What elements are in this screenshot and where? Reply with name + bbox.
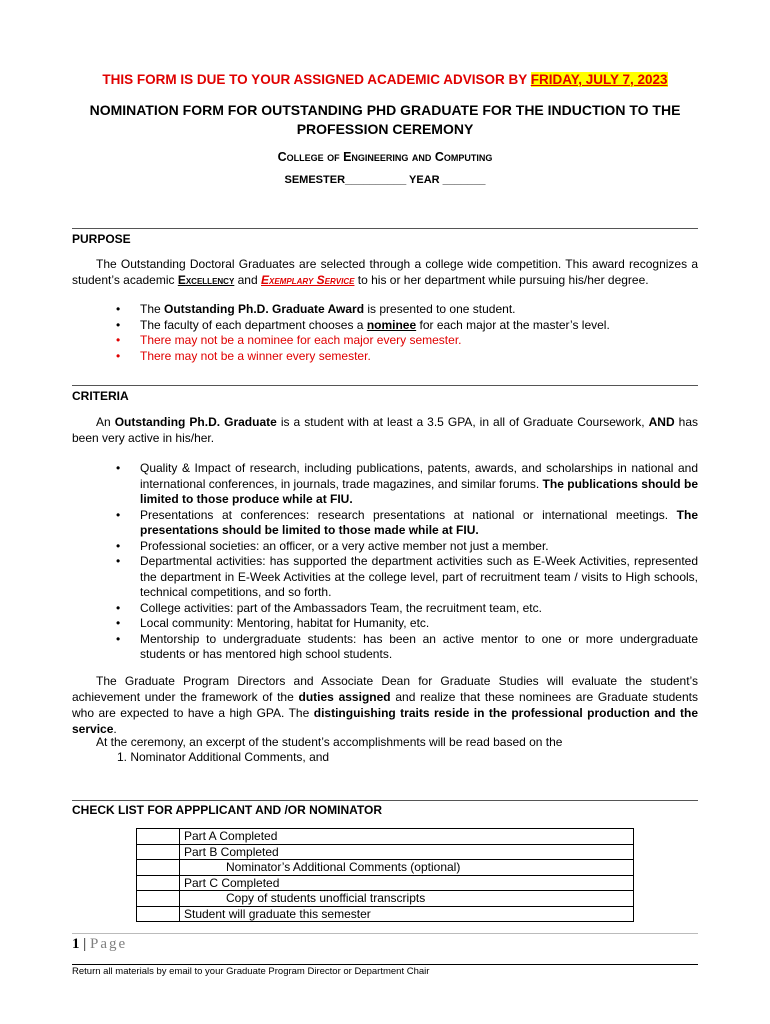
page-number-divider bbox=[72, 933, 698, 934]
checklist-divider bbox=[72, 800, 698, 801]
checkbox-cell[interactable] bbox=[137, 891, 180, 907]
checklist-label: Nominator’s Additional Comments (optional) bbox=[180, 860, 634, 876]
excellency-term: Excellency bbox=[177, 273, 235, 287]
checkbox-cell[interactable] bbox=[137, 875, 180, 891]
list-item: • The faculty of each department chooses a nominee for each major at the master’s level. bbox=[72, 318, 698, 334]
evaluation-paragraph: The Graduate Program Directors and Associate Dean for Graduate Studies will evaluate the student’s achievement under the framework of the duties assigned and realize that these nominees are Graduate students who are expected to have a high GPA. The distinguishing traits reside in the professional production and the service. bbox=[72, 674, 699, 736]
checkbox-cell[interactable] bbox=[137, 829, 180, 845]
exemplary-service-term: Exemplary Service bbox=[261, 273, 355, 287]
footer-divider bbox=[72, 964, 698, 965]
college-name: College of Engineering and Computing bbox=[277, 150, 493, 164]
checklist-table bbox=[136, 828, 634, 922]
checkbox-cell[interactable] bbox=[137, 860, 180, 876]
checklist-row bbox=[137, 891, 634, 907]
criteria-intro: An Outstanding Ph.D. Graduate is a student with at least a 3.5 GPA, in all of Graduate Coursework, AND has been very active in his/her. bbox=[72, 415, 698, 445]
purpose-divider bbox=[72, 228, 698, 229]
due-notice bbox=[0, 72, 770, 87]
checklist-label: Part C Completed bbox=[180, 875, 634, 891]
purpose-paragraph: The Outstanding Doctoral Graduates are selected through a college wide competition. This award recognizes a student’s academic Excellency and Exemplary Service to his or her department while pursuing his/her degree. bbox=[72, 257, 698, 287]
checkbox-cell[interactable] bbox=[137, 844, 180, 860]
checklist-row bbox=[137, 860, 634, 876]
criteria-item: • Presentations at conferences: research presentations at national or international meetings. The presentations should be limited to those made while at FIU. bbox=[72, 508, 698, 539]
footer-note: Return all materials by email to your Graduate Program Director or Department Chair bbox=[72, 966, 430, 977]
numbered-item: 1. Nominator Additional Comments, and bbox=[117, 750, 330, 764]
form-title: NOMINATION FORM FOR OUTSTANDING PHD GRADUATE FOR THE INDUCTION TO THE PROFESSION CEREMONY bbox=[89, 102, 681, 137]
list-item: • There may not be a nominee for each major every semester. bbox=[72, 333, 698, 349]
criteria-divider bbox=[72, 385, 698, 386]
checklist-label: Copy of students unofficial transcripts bbox=[180, 891, 634, 907]
due-date: FRIDAY, JULY 7, 2023 bbox=[530, 72, 668, 87]
criteria-item: • Professional societies: an officer, or a very active member not just a member. bbox=[72, 539, 698, 555]
criteria-item: • Departmental activities: has supported the department activities such as E-Week Activities, represented the department in E-Week Activities at the college level, part of recruitment team / visits to High schools, technical competitions, and so forth. bbox=[72, 554, 698, 601]
list-item: • There may not be a winner every semester. bbox=[72, 349, 698, 365]
checklist-label: Part B Completed bbox=[180, 844, 634, 860]
purpose-heading: PURPOSE bbox=[72, 232, 131, 246]
purpose-list bbox=[72, 302, 698, 364]
checklist-heading: CHECK LIST FOR APPPLICANT AND /OR NOMINATOR bbox=[72, 803, 382, 817]
checklist-row bbox=[137, 875, 634, 891]
checklist-label: Part A Completed bbox=[180, 829, 634, 845]
criteria-item: • College activities: part of the Ambassadors Team, the recruitment team, etc. bbox=[72, 601, 698, 617]
page-number: 1 | Page bbox=[72, 936, 128, 952]
checklist-label: Student will graduate this semester bbox=[180, 906, 634, 922]
criteria-item: • Quality & Impact of research, including publications, patents, awards, and scholarships in national and international conferences, in journals, trade magazines, and similar forums. The publications should be limited to those produce while at FIU. bbox=[72, 461, 698, 508]
criteria-heading: CRITERIA bbox=[72, 389, 129, 403]
criteria-item: • Local community: Mentoring, habitat for Humanity, etc. bbox=[72, 616, 698, 632]
checklist-row bbox=[137, 844, 634, 860]
semester-year-line: SEMESTER__________ YEAR _______ bbox=[284, 174, 486, 186]
checkbox-cell[interactable] bbox=[137, 906, 180, 922]
list-item: • The Outstanding Ph.D. Graduate Award is presented to one student. bbox=[72, 302, 698, 318]
due-notice-text: THIS FORM IS DUE TO YOUR ASSIGNED ACADEMIC ADVISOR BY bbox=[102, 72, 531, 87]
criteria-item: • Mentorship to undergraduate students: has been an active mentor to one or more undergraduate students or has mentored high school students. bbox=[72, 632, 698, 663]
checklist-row bbox=[137, 829, 634, 845]
checklist-row bbox=[137, 906, 634, 922]
criteria-list bbox=[72, 461, 698, 663]
ceremony-text: At the ceremony, an excerpt of the student’s accomplishments will be read based on the bbox=[96, 735, 563, 749]
